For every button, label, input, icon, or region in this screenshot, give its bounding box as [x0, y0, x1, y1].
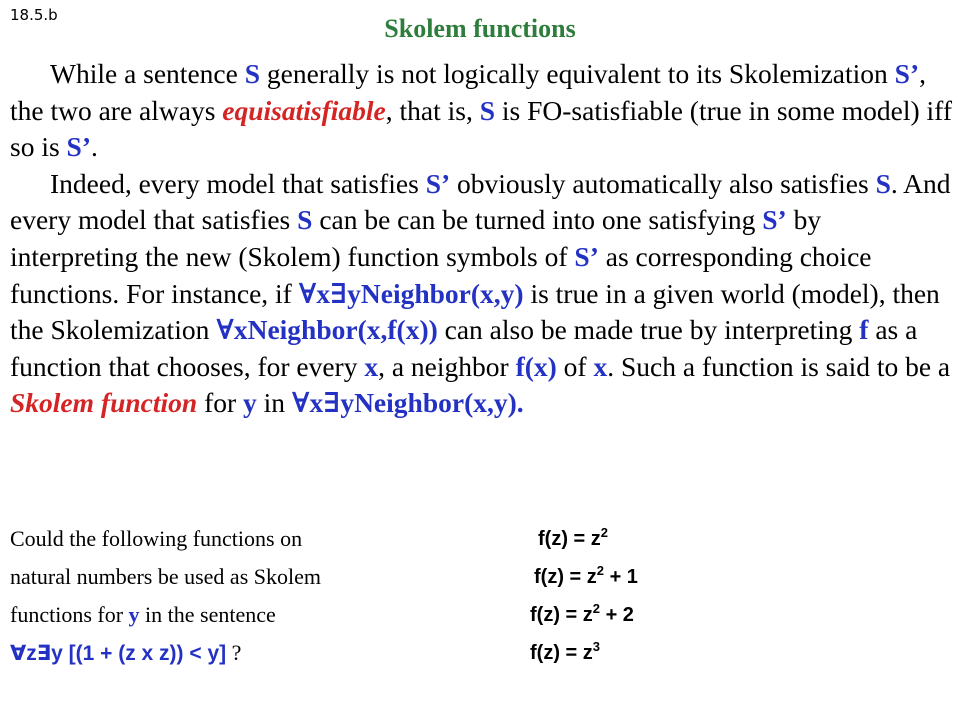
text-run: functions for: [10, 602, 129, 627]
slide-body: [10, 56, 952, 422]
function-tail: + 1: [604, 566, 638, 588]
function-base: f(z) = z: [538, 528, 601, 550]
text-run: can be can be turned into one satisfying: [312, 204, 763, 236]
symbol-y: y: [243, 387, 257, 419]
formula-forall-exists: ∀x∃yNeighbor(x,y).: [291, 387, 524, 419]
function-option: [530, 520, 638, 558]
function-list: [530, 520, 638, 672]
slide-title: Skolem functions: [384, 14, 576, 43]
text-run: Indeed, every model that satisfies: [50, 167, 426, 199]
text-run: .: [91, 131, 98, 163]
symbol-s: S: [297, 204, 313, 236]
question-line: [10, 634, 321, 673]
function-exponent: 2: [600, 525, 609, 540]
text-run: as a function that chooses, for every: [10, 314, 918, 382]
text-run: While a sentence: [50, 58, 245, 89]
symbol-s: S: [875, 167, 891, 199]
text-run: . And every model that satisfies: [10, 167, 951, 236]
formula-skolemized: ∀xNeighbor(x,f(x)): [216, 314, 438, 346]
text-run: , the two are always: [10, 58, 926, 126]
paragraph-equisatisfiable: [10, 56, 952, 166]
text-run: can also be made true by interpreting: [437, 314, 860, 346]
text-run: in the sentence: [139, 602, 276, 627]
text-run: , a neighbor: [378, 350, 516, 382]
text-run: is true in a given world (model), then the Skolemization: [10, 277, 940, 346]
text-run: , that is,: [385, 94, 480, 126]
text-run: of: [556, 350, 594, 382]
text-run: in: [256, 387, 292, 419]
question-block: [10, 520, 321, 673]
function-option: [530, 596, 638, 634]
paragraph-skolem-function: [10, 166, 952, 422]
question-line: Could the following functions on: [10, 526, 303, 551]
text-run: generally is not logically equivalent to its Skolemization: [260, 58, 895, 89]
term-equisatisfiable: equisatisfiable: [222, 94, 386, 126]
function-base: f(z) = z: [530, 642, 593, 664]
function-option: [530, 634, 638, 672]
symbol-s: S: [244, 58, 260, 89]
text-run: . Such a function is said to be a: [607, 350, 951, 382]
symbol-s-prime: S’: [425, 167, 451, 199]
text-run: ?: [226, 640, 242, 665]
term-skolem-function: Skolem function: [10, 387, 198, 419]
symbol-x: x: [593, 350, 608, 382]
function-option: [530, 558, 638, 596]
function-tail: + 2: [600, 604, 634, 626]
symbol-s-prime: S’: [574, 240, 599, 272]
function-exponent: 2: [596, 563, 605, 578]
text-run: for: [197, 387, 244, 419]
symbol-f: f: [859, 314, 869, 346]
function-exponent: 2: [592, 601, 601, 616]
symbol-s-prime: S’: [894, 58, 920, 89]
symbol-s: S: [479, 94, 496, 126]
function-base: f(z) = z: [534, 566, 597, 588]
symbol-fx: f(x): [515, 350, 557, 382]
slide-number: 18.5.b: [10, 6, 58, 24]
text-run: by interpreting the new (Skolem) function symbols of: [10, 204, 822, 272]
formula-sentence: ∀z∃y [(1 + (z x z)) < y]: [10, 642, 227, 665]
question-line: [10, 596, 321, 634]
text-run: as corresponding choice functions. For instance, if: [10, 240, 872, 309]
symbol-s-prime: S’: [66, 131, 91, 163]
formula-forall-exists: ∀x∃yNeighbor(x,y): [298, 277, 524, 309]
symbol-x: x: [364, 350, 379, 382]
symbol-s-prime: S’: [762, 204, 787, 236]
text-run: is FO-satisfiable (true in some model) iff so is: [10, 94, 953, 163]
question-line: natural numbers be used as Skolem: [10, 564, 321, 589]
function-exponent: 3: [592, 639, 601, 654]
symbol-y: y: [128, 602, 140, 627]
function-base: f(z) = z: [530, 604, 593, 626]
text-run: obviously automatically also satisfies: [450, 167, 876, 199]
